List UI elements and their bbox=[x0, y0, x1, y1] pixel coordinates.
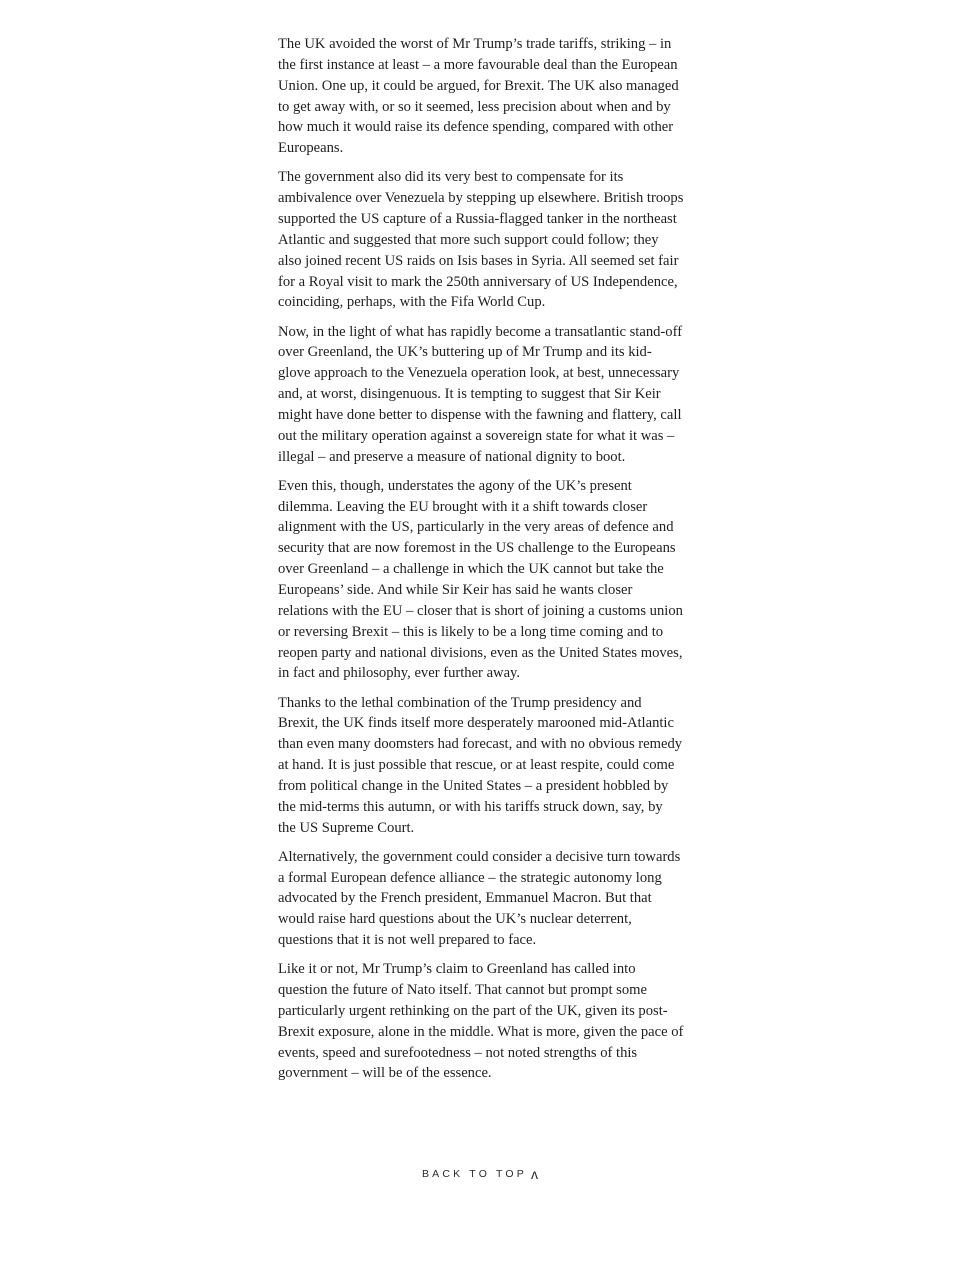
article-paragraph: The government also did its very best to compensate for its ambivalence over Venezuela by stepping up elsewhere. British troops supported the US capture of a Russia-flagged tanker in the northeast Atlantic and suggested that more such support could follow; they also joined recent US raids on Isis bases in Syria. All seemed set fair for a Royal visit to mark the 250th anniversary of US Independence, coinciding, perhaps, with the Fifa World Cup. bbox=[278, 169, 684, 311]
article-paragraph: The UK avoided the worst of Mr Trump’s trade tariffs, striking – in the first instance at least – a more favourable deal than the European Union. One up, it could be argued, for Brexit. The UK also managed to get away with, or so it seemed, less precision about when and by how much it would raise its defence spending, compared with other Europeans. bbox=[278, 36, 679, 157]
article-body bbox=[278, 34, 684, 1093]
article-paragraph: Like it or not, Mr Trump’s claim to Greenland has called into question the future of Nato itself. That cannot but prompt some particularly urgent rethinking on the part of the UK, given its post-Brexit exposure, alone in the middle. What is more, given the pace of events, speed and surefootedness – not noted strengths of this government – will be of the essence. bbox=[278, 961, 684, 1082]
article-paragraph: Now, in the light of what has rapidly become a transatlantic stand-off over Greenland, the UK’s buttering up of Mr Trump and its kid-glove approach to the Venezuela operation look, at best, unnecessary and, at worst, disingenuous. It is tempting to suggest that Sir Keir might have done better to dispense with the fawning and flattery, call out the military operation against a sovereign state for what it was – illegal – and preserve a measure of national dignity to boot. bbox=[278, 323, 683, 465]
caret-up-icon: ʌ bbox=[531, 1166, 539, 1182]
article-paragraph: Alternatively, the government could consider a decisive turn towards a formal European defence alliance – the strategic autonomy long advocated by the French president, Emmanuel Macron. But that would raise hard questions about the UK’s nuclear deterrent, questions that it is not well prepared to face. bbox=[278, 848, 681, 949]
back-to-top-link[interactable] bbox=[0, 1164, 960, 1180]
article-paragraph: Thanks to the lethal combination of the Trump presidency and Brexit, the UK finds itself more desperately marooned mid-Atlantic than even many doomsters had forecast, and with no obvious remedy at hand. It is just possible that rescue, or at least respite, could come from political change in the United States – a president hobbled by the mid-terms this autumn, or with his tariffs struck down, say, by the US Supreme Court. bbox=[278, 694, 683, 836]
back-to-top-label: BACK TO TOP bbox=[421, 1168, 528, 1180]
article-paragraph: Even this, though, understates the agony of the UK’s present dilemma. Leaving the EU brought with it a shift towards closer alignment with the US, particularly in the very areas of defence and security that are now foremost in the US challenge to the Europeans over Greenland – a challenge in which the UK cannot but take the Europeans’ side. And while Sir Keir has said he wants closer relations with the EU – closer that is short of joining a customs union or reversing Brexit – this is likely to be a long time coming and to reopen party and national divisions, even as the United States moves, in fact and philosophy, ever further away. bbox=[278, 477, 683, 682]
